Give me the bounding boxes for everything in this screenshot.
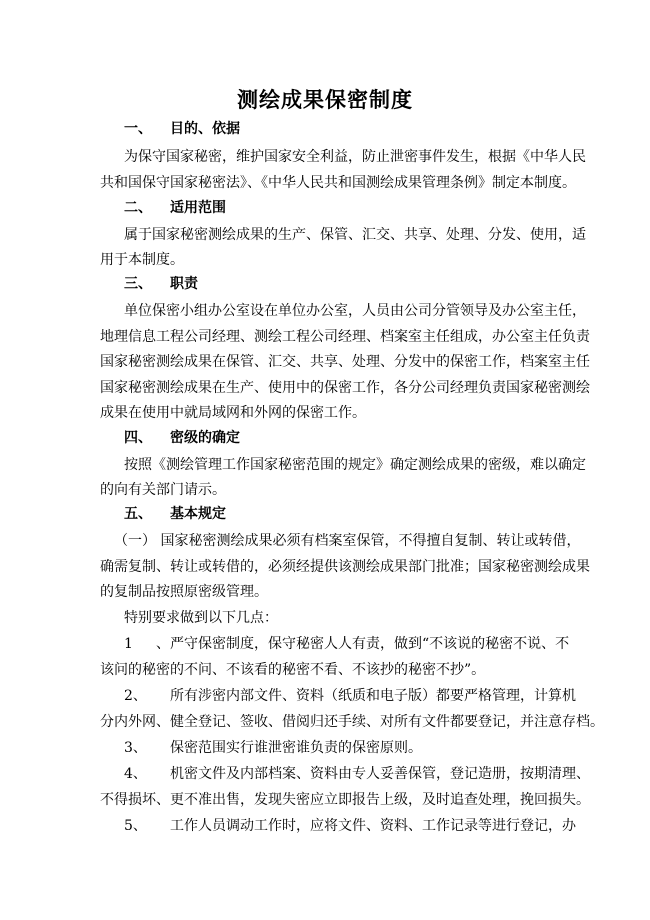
- section-heading-text: 适用范围: [170, 200, 226, 216]
- section-heading-3: [124, 273, 198, 293]
- section-number: 四、: [124, 430, 152, 446]
- section-number: 一、: [124, 121, 152, 137]
- list-item: [124, 633, 570, 653]
- paragraph-line: 该问的秘密的不问、不该看的秘密不看、不该抄的秘密不抄”。: [100, 662, 486, 678]
- section-heading-4: [124, 427, 240, 447]
- section-heading-text: 目的、依据: [170, 121, 240, 137]
- list-item: [124, 685, 576, 705]
- section-heading-2: [124, 197, 226, 217]
- paragraph-line: 特别要求做到以下几点：: [124, 610, 278, 626]
- section-heading-1: [124, 118, 240, 138]
- paragraph-line: 属于国家秘密测绘成果的生产、保管、汇交、共享、处理、分发、使用，适: [124, 227, 586, 243]
- item-text: 机密文件及内部档案、资料由专人妥善保管，登记造册，按期清理、: [170, 766, 590, 782]
- list-item: [124, 737, 552, 757]
- item-number: 4、: [124, 766, 147, 782]
- paragraph-line: （一） 国家秘密测绘成果必须有档案室保管，不得擅自复制、转让或转借，: [114, 533, 581, 549]
- paragraph-line: 分内外网、健全登记、签收、借阅归还手续、对所有文件都要登记，并注意存档。: [100, 714, 604, 730]
- paragraph-line: 用于本制度。: [100, 252, 184, 268]
- section-heading-5: [124, 503, 226, 523]
- item-number: 3、: [124, 740, 147, 756]
- page-title: 测绘成果保密制度: [237, 88, 413, 112]
- paragraph-line: 不得损坏、更不准出售，发现失密应立即报告上级，及时追查处理，挽回损失。: [100, 792, 590, 808]
- paragraph-line: 成果在使用中就局域网和外网的保密工作。: [100, 405, 366, 421]
- paragraph-line: 的向有关部门请示。: [100, 482, 226, 498]
- section-number: 二、: [124, 200, 152, 216]
- item-text: 工作人员调动工作时，应将文件、资料、工作记录等进行登记，办: [170, 818, 576, 834]
- paragraph-line: 确需复制、转让或转借的，必须经提供该测绘成果部门批准；国家秘密测绘成果: [100, 559, 590, 575]
- section-heading-text: 职责: [170, 276, 198, 292]
- item-text: 保密范围实行谁泄密谁负责的保密原则。: [170, 740, 422, 756]
- list-item: [124, 815, 576, 835]
- item-text: 严守保密制度，保守秘密人人有责，做到“不该说的秘密不说、不: [170, 636, 570, 652]
- item-number: 5、: [124, 818, 147, 834]
- section-heading-text: 密级的确定: [170, 430, 240, 446]
- paragraph-line: 地理信息工程公司经理、测绘工程公司经理、档案室主任组成，办公室主任负责: [100, 329, 590, 345]
- paragraph-line: 单位保密小组办公室设在单位办公室，人员由公司分管领导及办公室主任，: [124, 303, 586, 319]
- item-number: 2、: [124, 688, 147, 704]
- item-text: 所有涉密内部文件、资料（纸质和电子版）都要严格管理，计算机: [170, 688, 576, 704]
- section-heading-text: 基本规定: [170, 506, 226, 522]
- paragraph-line: 共和国保守国家秘密法》、《中华人民共和国测绘成果管理条例》制定本制度。: [100, 175, 576, 191]
- paragraph-line: 按照《测绘管理工作国家秘密范围的规定》确定测绘成果的密级，难以确定: [124, 457, 586, 473]
- paragraph-line: 国家秘密测绘成果在保管、汇交、共享、处理、分发中的保密工作，档案室主任: [100, 354, 590, 370]
- section-number: 三、: [124, 276, 152, 292]
- section-number: 五、: [124, 506, 152, 522]
- item-number: 1、: [124, 636, 170, 652]
- list-item: [124, 763, 590, 783]
- paragraph-line: 的复制品按照原密级管理。: [100, 584, 268, 600]
- paragraph-line: 国家秘密测绘成果在生产、使用中的保密工作，各分公司经理负责国家秘密测绘: [100, 380, 590, 396]
- paragraph-line: 为保守国家秘密，维护国家安全利益，防止泄密事件发生，根据《中华人民: [124, 149, 586, 165]
